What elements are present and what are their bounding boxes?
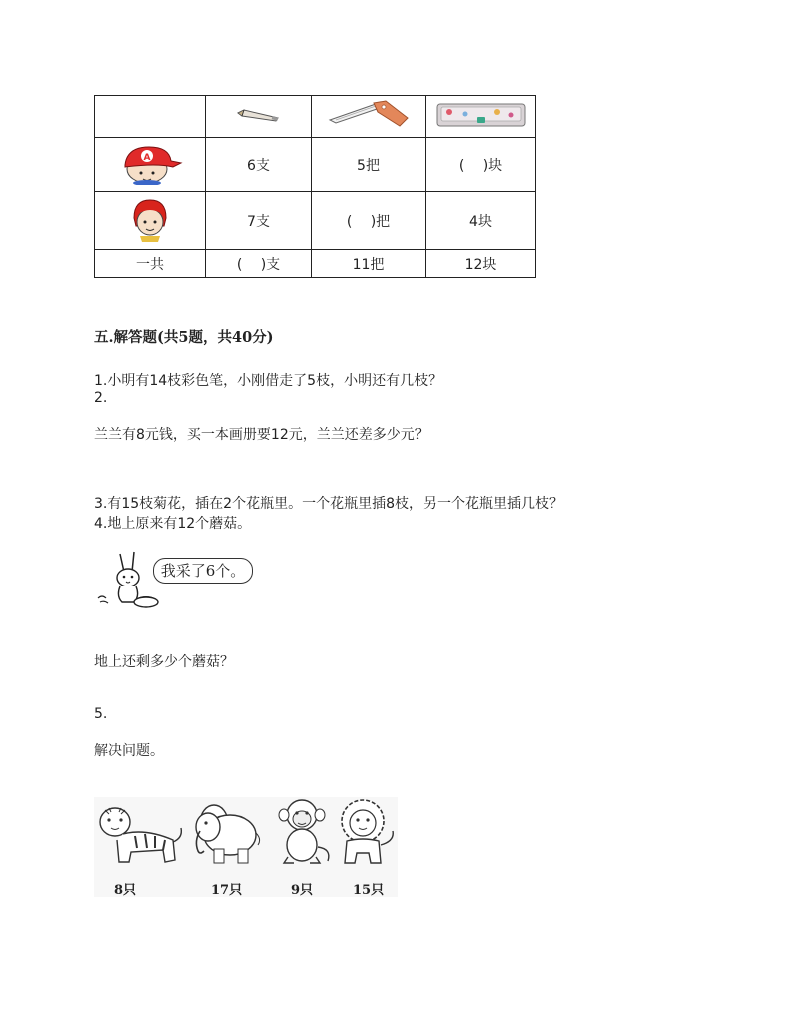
question-5-number: 5. xyxy=(94,706,108,722)
question-2-number: 2. xyxy=(94,390,108,406)
table-cell: ( )块 xyxy=(426,138,536,192)
table-header-knife xyxy=(312,96,426,138)
lion-icon xyxy=(333,797,399,867)
tiger-icon xyxy=(95,800,185,866)
table-row xyxy=(95,138,536,192)
animal-count-label: 17只 xyxy=(211,883,243,898)
pencil-icon xyxy=(234,105,284,125)
section-title: 五.解答题(共5题，共40分) xyxy=(94,329,274,346)
question-3: 3.有15枝菊花，插在2个花瓶里。一个花瓶里插8枝，另一个花瓶里插几枝？ xyxy=(94,496,563,512)
question-2-text: 兰兰有8元钱，买一本画册要12元，兰兰还差多少元？ xyxy=(94,427,429,443)
svg-text:A: A xyxy=(143,152,151,163)
boy-with-cap-icon xyxy=(117,141,183,185)
rabbit-icon xyxy=(94,550,164,612)
question-5-text: 解决问题。 xyxy=(94,743,164,759)
row-boy-cell xyxy=(95,138,206,192)
quantity-table xyxy=(94,95,536,278)
table-header-row xyxy=(95,96,536,138)
table-cell: 6支 xyxy=(206,138,312,192)
speech-bubble: 我采了6个。 xyxy=(153,558,253,584)
elephant-icon xyxy=(186,797,262,867)
table-row xyxy=(95,250,536,278)
animal-count-label: 9只 xyxy=(291,883,314,898)
row-girl-cell xyxy=(95,192,206,250)
table-row xyxy=(95,192,536,250)
utility-knife-icon xyxy=(326,98,412,132)
animal-count-label: 15只 xyxy=(353,883,385,898)
table-header-pencil xyxy=(206,96,312,138)
question-4-ask: 地上还剩多少个蘑菇？ xyxy=(94,654,234,670)
pencil-case-icon xyxy=(435,100,527,130)
question-4: 4.地上原来有12个蘑菇。 xyxy=(94,516,252,532)
table-cell: 7支 xyxy=(206,192,312,250)
table-cell: 一共 xyxy=(95,250,206,278)
table-cell: 12块 xyxy=(426,250,536,278)
table-cell: 4块 xyxy=(426,192,536,250)
girl-icon xyxy=(126,196,174,242)
monkey-icon xyxy=(272,795,334,867)
animal-count-label: 8只 xyxy=(114,883,137,898)
table-corner-cell xyxy=(95,96,206,138)
table-cell: 5把 xyxy=(312,138,426,192)
table-header-pencil-case xyxy=(426,96,536,138)
question-1: 1.小明有14枝彩色笔，小刚借走了5枝，小明还有几枝？ xyxy=(94,373,443,389)
table-cell: 11把 xyxy=(312,250,426,278)
table-cell: ( )支 xyxy=(206,250,312,278)
table-cell: ( )把 xyxy=(312,192,426,250)
